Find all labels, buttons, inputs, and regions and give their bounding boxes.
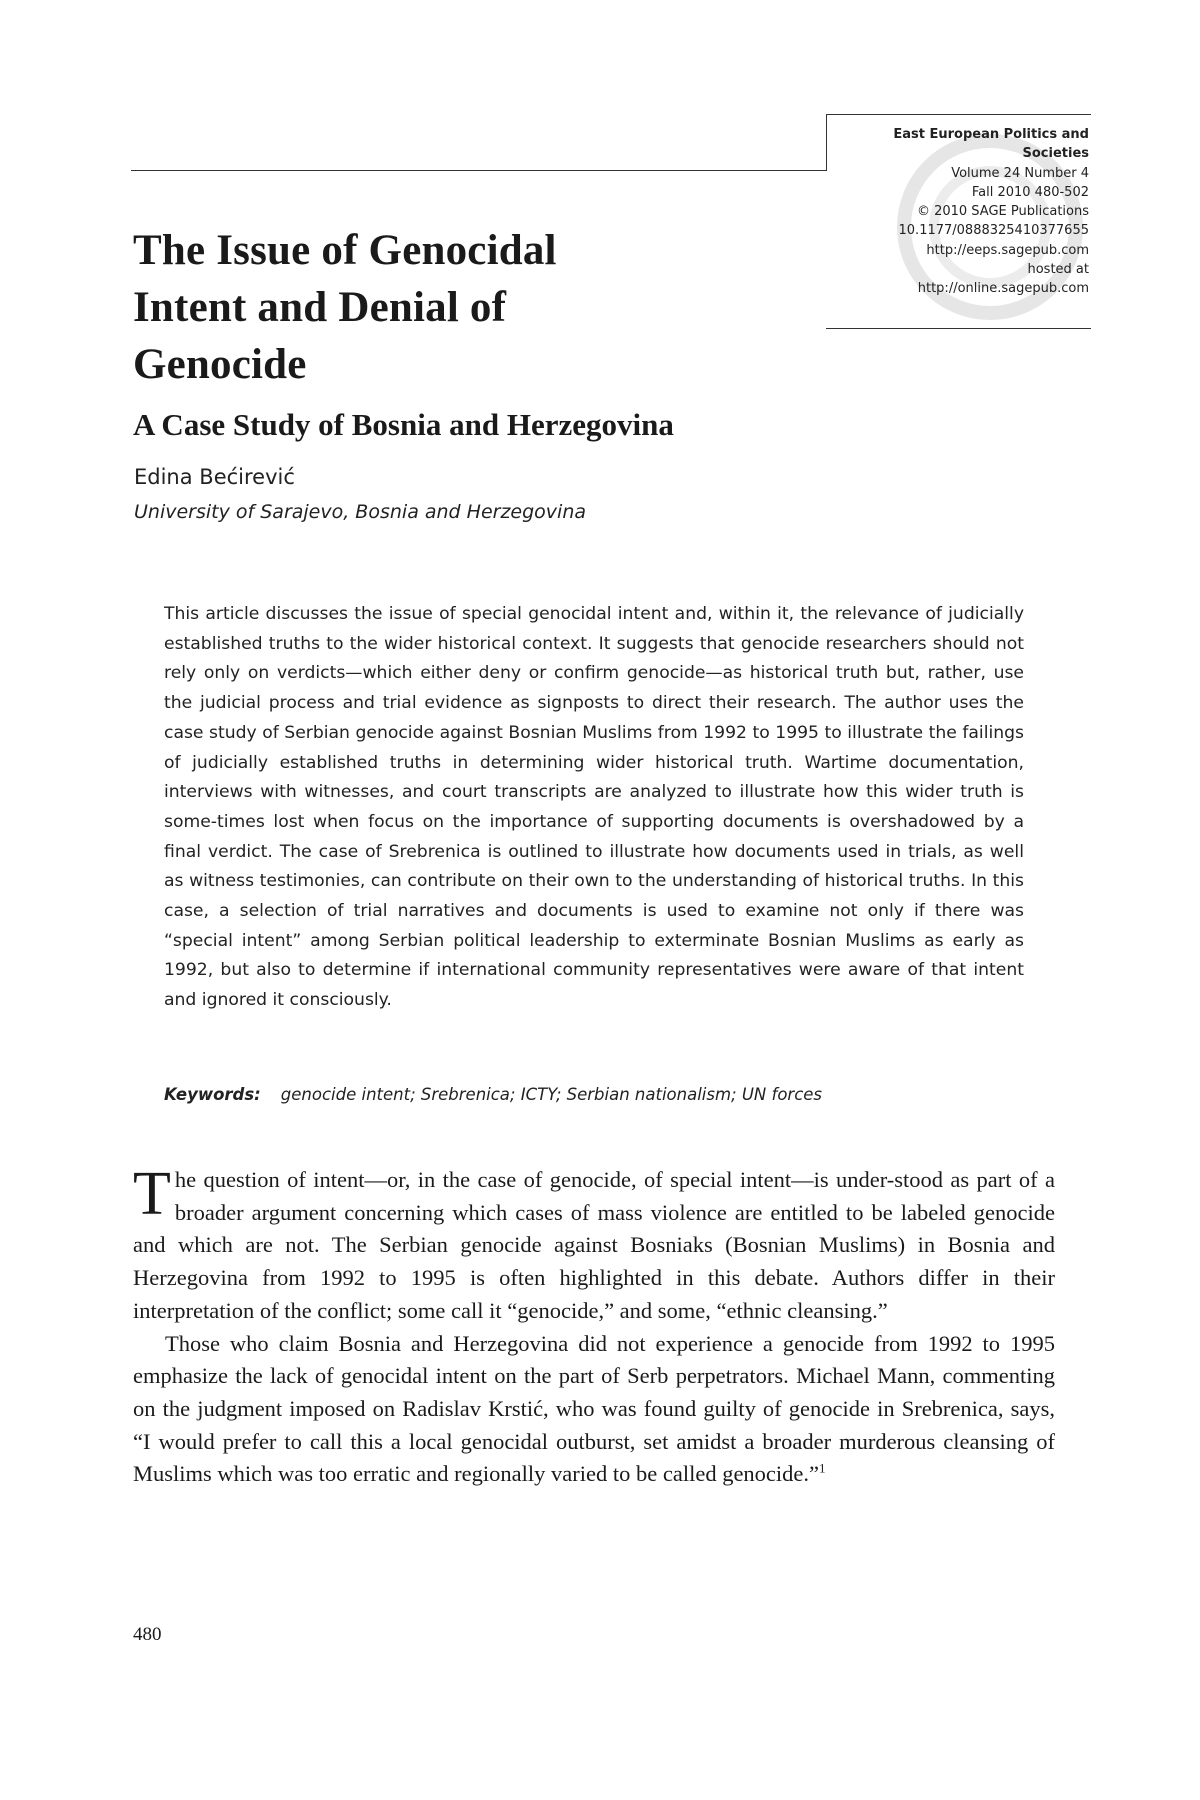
journal-box-bottom-rule <box>826 328 1091 329</box>
journal-name: East European Politics and <box>893 127 1089 142</box>
article-subtitle: A Case Study of Bosnia and Herzegovina <box>133 407 674 442</box>
header-rule <box>131 170 826 171</box>
journal-copyright: © 2010 SAGE Publications <box>916 204 1089 220</box>
journal-info <box>809 125 1089 299</box>
page-number: 480 <box>133 1624 162 1645</box>
journal-volume: Volume 24 Number 4 <box>951 165 1089 181</box>
drop-cap: T <box>133 1160 171 1228</box>
abstract: This article discusses the issue of special genocidal intent and, within it, the relevance of judicially established truths to the wider historical context. It suggests that genocide researchers should not rely only on verdicts—which either deny or confirm genocide—as historical truth but, rather, use the judicial process and trial evidence as signposts to direct their research. The author uses the case study of Serbian genocide against Bosnian Muslims from 1992 to 1995 to illustrate the failings of judicially established truths in determining wider historical truth. Wartime documentation, interviews with witnesses, and court transcripts are analyzed to illustrate how this wider truth is some-times lost when focus on the importance of supporting documents is overshadowed by a final verdict. The case of Srebrenica is outlined to illustrate how documents used in trials, as well as witness testimonies, can contribute on their own to the understanding of historical truths. In this case, a selection of trial narratives and documents is used to examine not only if there was “special intent” among Serbian political leadership to exterminate Bosnian Muslims as early as 1992, but also to determine if international community representatives were aware of that intent and ignored it consciously. <box>164 604 1024 1011</box>
body-paragraph-1-text: he question of intent—or, in the case of genocide, of special intent—is under-stood as part of a broader argument concerning which cases of mass violence are entitled to be labeled genocide and which are not. The Serbian genocide against Bosniaks (Bosnian Muslims) in Bosnia and Herzegovina from 1992 to 1995 is often highlighted in this debate. Authors differ in their interpretation of the conflict; some call it “genocide,” and some, “ethnic cleansing.” <box>133 1167 1055 1323</box>
body-paragraph-2-text: Those who claim Bosnia and Herzegovina did not experience a genocide from 1992 to 1995 emphasize the lack of genocidal intent on the part of Serb perpetrators. Michael Mann, commenting on the judgment imposed on Radislav Krstić, who was found guilty of genocide in Srebrenica, says, “I would prefer to call this a local genocidal outburst, set amidst a broader murderous cleansing of Muslims which was too erratic and regionally varied to be called genocide.” <box>133 1330 1055 1487</box>
keywords-list: genocide intent; Srebrenica; ICTY; Serbian nationalism; UN forces <box>280 1085 823 1104</box>
body-paragraph-2 <box>133 1328 1055 1492</box>
journal-box-top-rule <box>826 114 1091 115</box>
author-name: Edina Bećirević <box>134 465 295 489</box>
body-text <box>133 1160 1055 1491</box>
keywords-label: Keywords: <box>164 1085 261 1104</box>
author-affiliation: University of Sarajevo, Bosnia and Herzegovina <box>134 501 587 523</box>
journal-issue-pages: Fall 2010 480-502 <box>971 184 1089 200</box>
footnote-reference[interactable]: 1 <box>819 1460 826 1476</box>
journal-name-cont: Societies <box>1022 146 1089 162</box>
keywords <box>164 1082 1034 1108</box>
journal-url: http://eeps.sagepub.com <box>926 242 1089 258</box>
journal-hosted-at: hosted at <box>1027 262 1089 278</box>
body-paragraph-1 <box>133 1160 1055 1328</box>
article-title: The Issue of Genocidal Intent and Denial of Genocide <box>133 227 557 388</box>
journal-doi: 10.1177/0888325410377655 <box>898 223 1089 239</box>
journal-online-url: http://online.sagepub.com <box>917 281 1089 297</box>
